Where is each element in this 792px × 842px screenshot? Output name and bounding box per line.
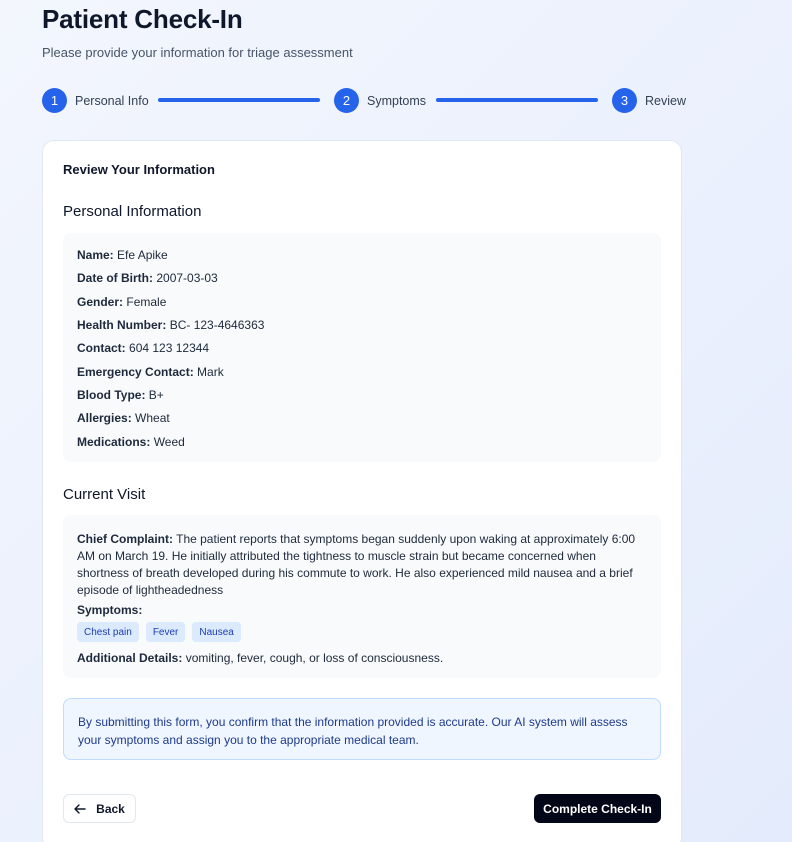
page-title: Patient Check-In — [42, 4, 243, 34]
page-header — [42, 4, 353, 60]
symptom-tags — [77, 622, 241, 642]
info-row-gender: Gender: Female — [77, 295, 167, 309]
symptom-tag: Chest pain — [77, 622, 139, 642]
step-number: 1 — [42, 88, 67, 113]
current-visit-panel — [63, 515, 661, 678]
info-row-name: Name: Efe Apike — [77, 248, 168, 262]
page-subtitle: Please provide your information for triage assessment — [42, 45, 353, 60]
arrow-left-icon — [74, 804, 86, 814]
info-row-allergies: Allergies: Wheat — [77, 411, 170, 425]
symptom-tag: Nausea — [192, 622, 240, 642]
symptoms-label: Symptoms: — [77, 603, 143, 617]
step-label: Review — [645, 93, 686, 108]
back-button[interactable] — [63, 794, 136, 823]
current-visit-title: Current Visit — [63, 486, 146, 503]
complete-check-in-button[interactable]: Complete Check-In — [534, 794, 661, 823]
info-row-health-number: Health Number: BC- 123-4646363 — [77, 318, 265, 332]
info-row-blood-type: Blood Type: B+ — [77, 388, 164, 402]
progress-stepper — [42, 88, 686, 113]
step-symptoms[interactable] — [334, 88, 426, 113]
chief-complaint: Chief Complaint: The patient reports that symptoms began suddenly upon waking at approximately 6:00 AM on March 19. He initially attributed the tightness to muscle strain but became concerned when shortness of breath developed during his commute to work. He also experienced mild nausea and a brief episode of lightheadedness — [77, 532, 636, 597]
info-row-dob: Date of Birth: 2007-03-03 — [77, 271, 218, 285]
step-label: Personal Info — [75, 93, 149, 108]
personal-info-panel — [63, 233, 661, 462]
review-card — [42, 140, 682, 842]
additional-details: Additional Details: vomiting, fever, cough, or loss of consciousness. — [77, 651, 444, 665]
review-heading: Review Your Information — [63, 162, 215, 177]
symptom-tag: Fever — [146, 622, 186, 642]
confirmation-notice: By submitting this form, you confirm that the information provided is accurate. Our AI system will assess your symptoms and assign you to the appropriate medical team. — [63, 698, 661, 760]
step-personal-info[interactable] — [42, 88, 149, 113]
info-row-contact: Contact: 604 123 12344 — [77, 341, 210, 355]
step-review[interactable] — [612, 88, 686, 113]
step-connector — [436, 98, 598, 102]
personal-info-title: Personal Information — [63, 203, 202, 220]
step-connector — [158, 98, 320, 102]
step-number: 2 — [334, 88, 359, 113]
info-row-medications: Medications: Weed — [77, 435, 185, 449]
back-button-label: Back — [96, 801, 125, 816]
step-label: Symptoms — [367, 93, 427, 108]
info-row-emergency-contact: Emergency Contact: Mark — [77, 365, 224, 379]
step-number: 3 — [612, 88, 637, 113]
